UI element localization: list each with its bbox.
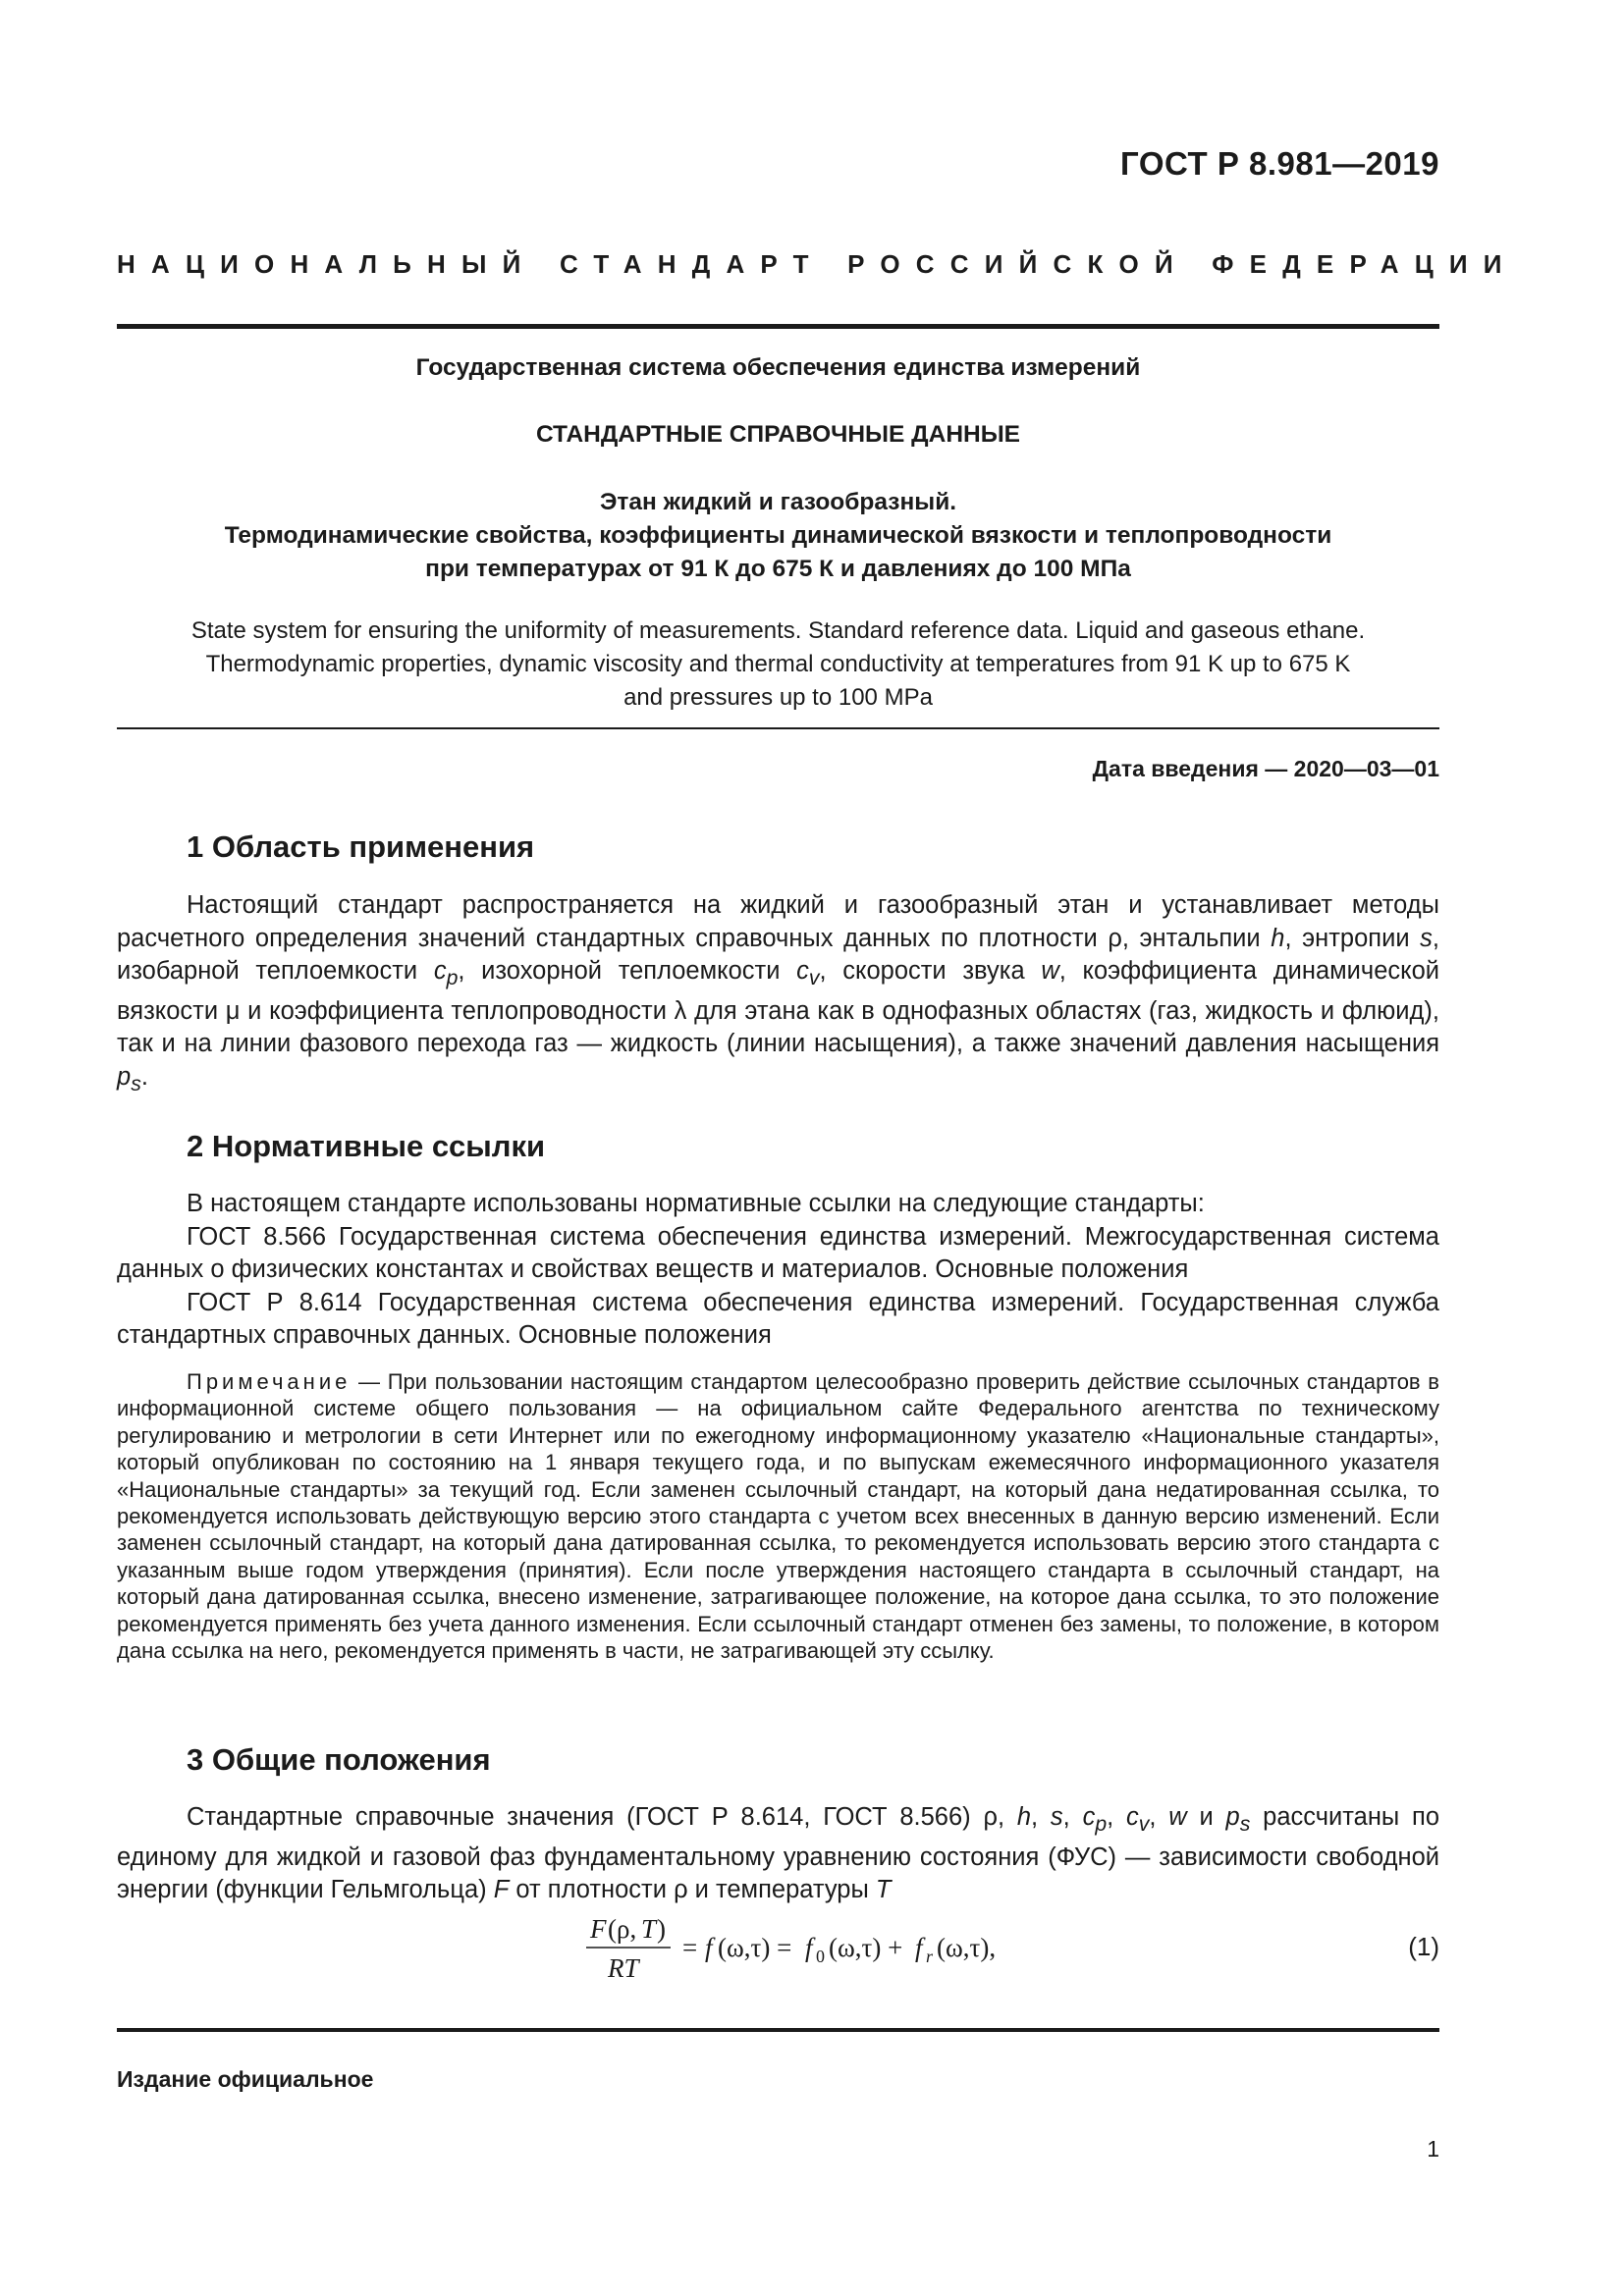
svg-text:f: f	[805, 1933, 813, 1962]
title-system: Государственная система обеспечения единства измерений	[415, 354, 1141, 381]
svg-text:F: F	[590, 1914, 607, 1944]
english-title	[117, 614, 1439, 715]
note-label: Примечание	[187, 1369, 352, 1394]
svg-text:(ω,τ) +: (ω,τ) +	[829, 1933, 903, 1962]
title-main	[117, 486, 1439, 586]
section-2-note	[117, 1368, 1439, 1664]
national-standard-banner: НАЦИОНАЛЬНЫЙ СТАНДАРТ РОССИЙСКОЙ ФЕДЕРАЦИИ	[117, 249, 1518, 279]
title-rule	[117, 727, 1439, 729]
reference-gost-8-566: ГОСТ 8.566 Государственная система обеспечения единства измерений. Межгосударственная система данных о физических константах и свойствах веществ и материалов. Основные положения	[117, 1222, 1439, 1283]
english-title-line-2: Thermodynamic properties, dynamic viscosity and thermal conductivity at temperatures from 91 K up to 675 K	[205, 651, 1351, 677]
formula-number: (1)	[1408, 1932, 1439, 1961]
english-title-line-1: State system for ensuring the uniformity of measurements. Standard reference data. Liquid and gaseous ethane.	[190, 617, 1366, 644]
svg-text:RT: RT	[608, 1953, 639, 1983]
svg-text:(ω,τ),: (ω,τ),	[937, 1933, 997, 1962]
title-line-3: при температурах от 91 К до 675 К и давлениях до 100 МПа	[425, 556, 1131, 582]
section-1-heading: 1 Область применения	[187, 829, 535, 864]
formula-1	[117, 1910, 1439, 1989]
title-line-1: Этан жидкий и газообразный.	[599, 489, 957, 515]
svg-text:r: r	[926, 1947, 934, 1966]
section-2-body	[117, 1188, 1439, 1353]
section-1-paragraph: Настоящий стандарт распространяется на жидкий и газообразный этан и устанавливает методы расчетного определения значений стандартных справочных данных по плотности ρ, энтальпии h, энтропии s, изобарной теплоемкости $c_p$, изохорной теплоемкости $c_v$, скорости звука w, коэффициента динамической вязкости μ и коэффициента теплопроводности λ для этана как в однофазных областях (газ, жидкость и флюид), так и на линии фазового перехода газ — жидкость (линии насыщения), а также значений давления насыщения $p_s$.	[117, 891, 1439, 1095]
page-number: 1	[1427, 2136, 1439, 2162]
helmholtz-equation	[580, 1910, 1071, 1989]
reference-gost-r-8-614: ГОСТ Р 8.614 Государственная система обеспечения единства измерений. Государственная служба стандартных справочных данных. Основные положения	[117, 1288, 1439, 1349]
section-3-body	[117, 1801, 1439, 1907]
section-3-heading: 3 Общие положения	[187, 1742, 491, 1777]
section-2-intro: В настоящем стандарте использованы нормативные ссылки на следующие стандарты:	[187, 1190, 1205, 1217]
footer-rule	[117, 2028, 1439, 2032]
svg-text:f: f	[705, 1933, 713, 1962]
svg-text:): )	[657, 1914, 666, 1944]
header-rule	[117, 324, 1439, 329]
title-category: СТАНДАРТНЫЕ СПРАВОЧНЫЕ ДАННЫЕ	[535, 421, 1021, 448]
svg-text:=: =	[682, 1933, 698, 1962]
official-edition-label: Издание официальное	[117, 2066, 374, 2092]
svg-text:(ω,τ) =: (ω,τ) =	[718, 1933, 792, 1962]
section-1-body	[117, 889, 1439, 1100]
standard-code: ГОСТ Р 8.981—2019	[1120, 145, 1439, 182]
note-text: — При пользовании настоящим стандартом целесообразно проверить действие ссылочных стандартов в информационной системе общего пользования — на официальном сайте Федерального агентства по техническому регулированию и метрологии в сети Интернет или по ежегодному информационному указателю «Национальные стандарты», который опубликован по состоянию на 1 января текущего года, и по выпускам ежемесячного информационного указателя «Национальные стандарты» за текущий год. Если заменен ссылочный стандарт, на который дана недатированная ссылка, то рекомендуется использовать действующую версию этого стандарта с учетом всех внесенных в данную версию изменений. Если заменен ссылочный стандарт, на который дана датированная ссылка, то рекомендуется использовать версию этого стандарта с указанным выше годом утверждения (принятия). Если после утверждения настоящего стандарта в ссылочный стандарт, на который дана датированная ссылка, внесено изменение, затрагивающее положение, на которое дана ссылка, то это положение рекомендуется применять без учета данного изменения. Если ссылочный стандарт отменен без замены, то положение, в котором дана ссылка на него, рекомендуется применять в части, не затрагивающей эту ссылку.	[117, 1369, 1439, 1664]
svg-text:T: T	[641, 1914, 657, 1944]
svg-text:(ρ,: (ρ,	[608, 1914, 637, 1944]
title-line-2: Термодинамические свойства, коэффициенты динамической вязкости и теплопроводности	[224, 522, 1332, 549]
svg-text:0: 0	[816, 1947, 825, 1966]
english-title-line-3: and pressures up to 100 MPa	[623, 684, 933, 711]
svg-text:f: f	[915, 1933, 923, 1962]
document-page	[117, 0, 1518, 2296]
section-3-paragraph: Стандартные справочные значения (ГОСТ Р 8.614, ГОСТ 8.566) ρ, h, s, $c_p$, $c_v$, w и $p_s$ рассчитаны по единому для жидкой и газовой фаз фундаментальному уравнению состояния (ФУС) — зависимости свободной энергии (функции Гельмгольца) F от плотности ρ и температуры T	[117, 1803, 1440, 1904]
introduction-date: Дата введения — 2020—03—01	[1092, 756, 1439, 781]
section-2-heading: 2 Нормативные ссылки	[187, 1129, 546, 1163]
